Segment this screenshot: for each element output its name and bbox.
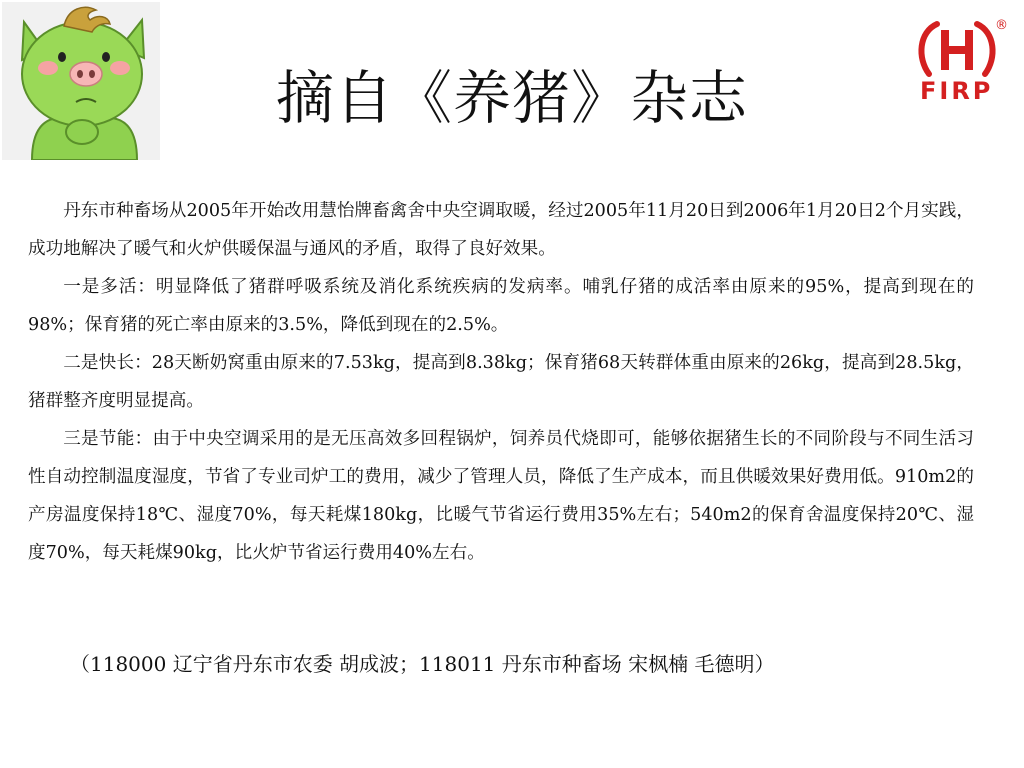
paragraph-growth: 二是快长：28天断奶窝重由原来的7.53kg，提高到8.38kg；保育猪68天转群体重由原来的26kg，提高到28.5kg，猪群整齐度明显提高。	[28, 353, 974, 411]
article-body	[28, 192, 974, 572]
logo-letters: FIRP	[920, 77, 994, 105]
registered-mark-icon: ®	[995, 18, 1008, 33]
paragraph-energy: 三是节能：由于中央空调采用的是无压高效多回程锅炉，饲养员代烧即可，能够依据猪生长的不同阶段与不同生活习性自动控制温度湿度，节省了专业司炉工的费用，减少了管理人员，降低了生产成本，而且供暖效果好费用低。910m2的产房温度保持18℃、湿度70%，每天耗煤180kg，比暖气节省运行费用35%左右；540m2的保育舍温度保持20℃、湿度70%，每天耗煤90kg，比火炉节省运行费用40%左右。	[28, 429, 974, 563]
paragraph-survival: 一是多活：明显降低了猪群呼吸系统及消化系统疾病的发病率。哺乳仔猪的成活率由原来的95%，提高到现在的98%；保育猪的死亡率由原来的3.5%，降低到现在的2.5%。	[28, 277, 974, 335]
page-title: 摘自《养猪》杂志	[275, 64, 748, 132]
pig-illustration	[2, 2, 160, 160]
firp-logo	[905, 18, 1013, 108]
author-credit: （118000 辽宁省丹东市农委 胡成波；118011 丹东市种畜场 宋枫楠 毛德明）	[70, 652, 775, 676]
paragraph-intro: 丹东市种畜场从2005年开始改用慧怡牌畜禽舍中央空调取暖，经过2005年11月20日到2006年1月20日2个月实践，成功地解决了暖气和火炉供暖保温与通风的矛盾，取得了良好效果。	[28, 201, 974, 259]
pig-cartoon-image	[2, 2, 160, 160]
